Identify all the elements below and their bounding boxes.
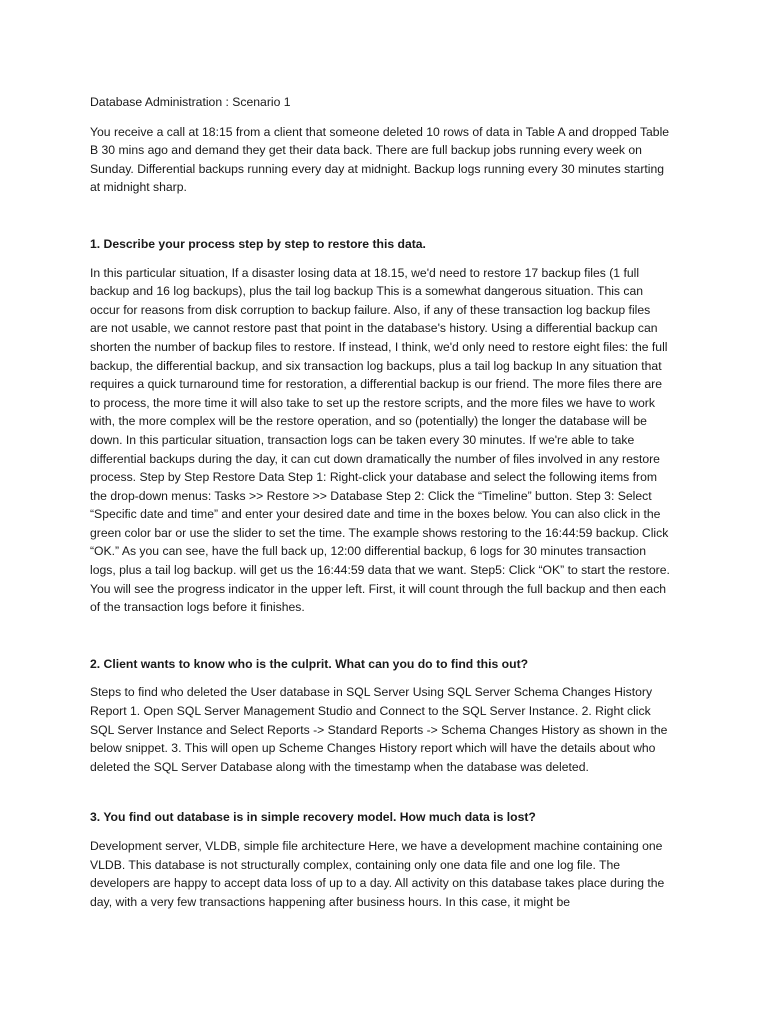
document-title: Database Administration : Scenario 1 (90, 95, 291, 109)
spacer (90, 627, 670, 655)
section-1-body: In this particular situation, If a disaster losing data at 18.15, we'd need to restore 17 backup files (1 full backup and 16 log backups), plus the tail log backup This is a somewhat dangerous situation. This can occur for reasons from disk corruption to backup failure. Also, if any of these transaction log backup files are not usable, we cannot restore past that point in the database's history. Using a differential backup can shorten the number of backup files to restore. If instead, I think, we'd only need to restore eight files: the full backup, the differential backup, and six transaction log backups, plus a tail log backup In any situation that requires a quick turnaround time for restoration, a differential backup is our friend. The more files there are to process, the more time it will also take to set up the restore scripts, and the more files we have to work with, the more complex will be the restore operation, and so (potentially) the longer the database will be down. In this particular situation, transaction logs can be taken every 30 minutes. If we're able to take differential backups during the day, it can cut down dramatically the number of files involved in any restore process. Step by Step Restore Data Step 1: Right-click your database and select the following items from the drop-down menus: Tasks >> Restore >> Database Step 2: Click the “Timeline” button. Step 3: Select “Specific date and time” and enter your desired date and time in the boxes below. You can also click in the green color bar or use the slider to set the time. The example shows restoring to the 16:44:59 backup. Click “OK.” As you can see, have the full back up, 12:00 differential backup, 6 logs for 30 minutes transaction logs, plus a tail log backup. will get us the 16:44:59 data that we want. Step5: Click “OK” to start the restore. You will see the progress indicator in the upper left. First, it will count through the full backup and then each of the transaction logs before it finishes. (90, 265, 670, 615)
section-1-heading: 1. Describe your process step by step to restore this data. (90, 236, 426, 251)
section-2-body: Steps to find who deleted the User database in SQL Server Using SQL Server Schema Changes History Report 1. Open SQL Server Management Studio and Connect to the SQL Server Instance. 2. Right click SQL Server Instance and Select Reports -> Standard Reports -> Schema Changes History as shown in the below snippet. 3. This will open up Scheme Changes History report which will have the details about who deleted the SQL Server Database along with the timestamp when the database was deleted. (90, 685, 668, 774)
section-3-body: Development server, VLDB, simple file architecture Here, we have a development machine containing one VLDB. This database is not structurally complex, containing only one data file and one log file. The developers are happy to accept data loss of up to a day. All activity on this database takes place during the day, with a very few transactions happening after business hours. In this case, it might be (90, 839, 665, 909)
document-content (90, 93, 670, 921)
intro-paragraph: You receive a call at 18:15 from a client that someone deleted 10 rows of data in Table A and dropped Table B 30 mins ago and demand they get their data back. There are full backup jobs running every week on Sunday. Differential backups running every day at midnight. Backup logs running every 30 minutes starting at midnight sharp. (90, 124, 670, 195)
section-2-heading: 2. Client wants to know who is the culprit. What can you do to find this out? (90, 656, 529, 671)
section-3-heading: 3. You find out database is in simple recovery model. How much data is lost? (90, 810, 536, 825)
spacer (90, 786, 670, 808)
spacer (90, 207, 670, 235)
